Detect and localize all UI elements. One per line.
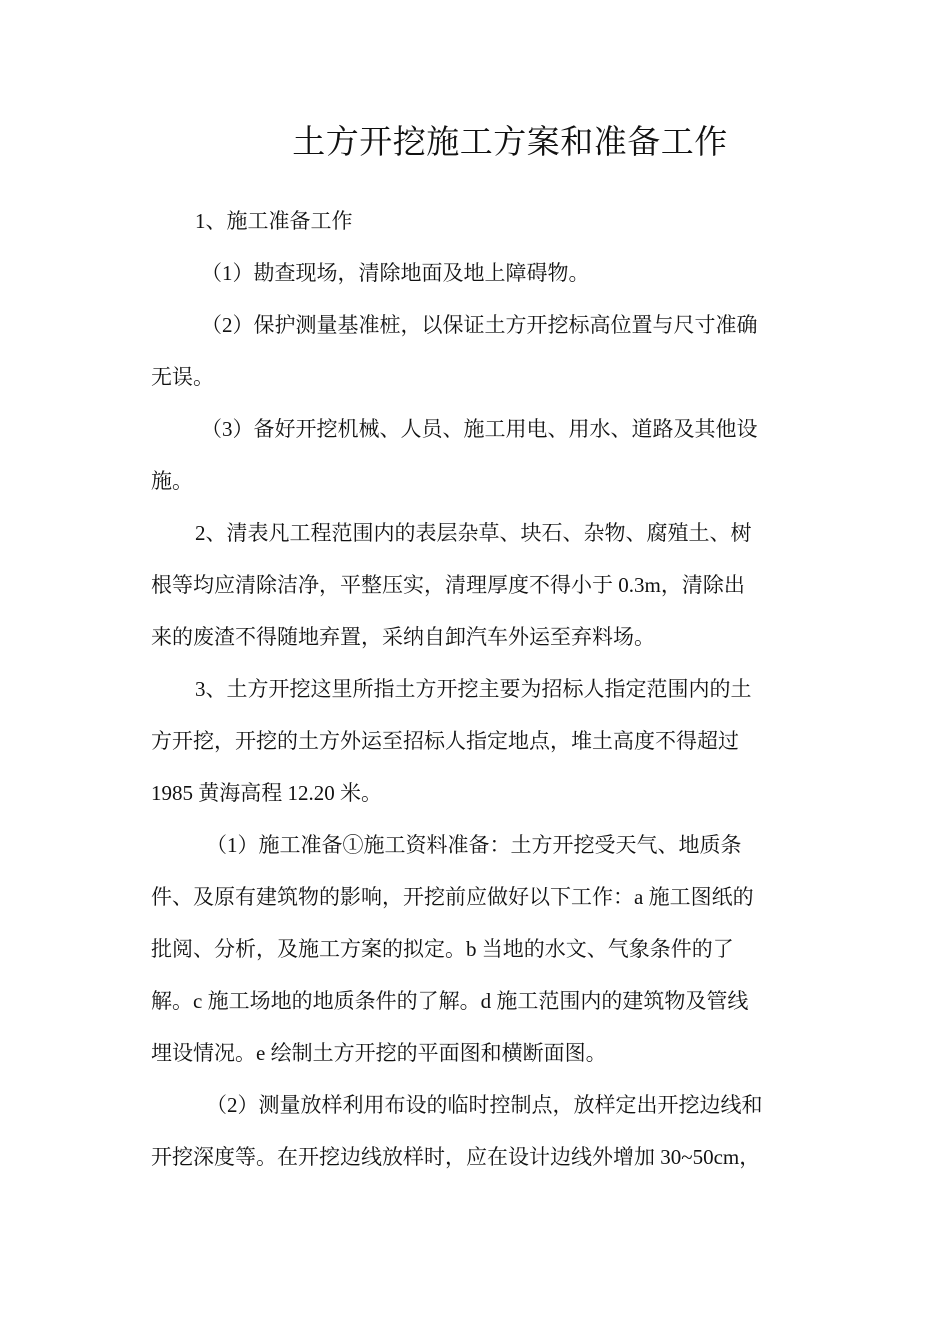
item-1-1 (151, 247, 791, 299)
text-line: 埋设情况。e 绘制土方开挖的平面图和横断面图。 (151, 1041, 607, 1065)
text-line: （1）勘查现场，清除地面及地上障碍物。 (201, 261, 590, 285)
text-line: 来的废渣不得随地弃置，采纳自卸汽车外运至弃料场。 (151, 625, 655, 649)
text-line: （2）测量放样利用布设的临时控制点，放样定出开挖边线和 (206, 1093, 763, 1117)
text-line: 开挖深度等。在开挖边线放样时，应在设计边线外增加 30~50cm， (151, 1145, 761, 1169)
item-3-1 (151, 819, 791, 1079)
section-2-paragraph (151, 507, 791, 663)
text-line: 1985 黄海高程 12.20 米。 (151, 781, 382, 805)
section-3-paragraph (151, 663, 791, 819)
text-line: 3、土方开挖这里所指土方开挖主要为招标人指定范围内的土 (195, 677, 752, 701)
text-line: 解。c 施工场地的地质条件的了解。d 施工范围内的建筑物及管线 (151, 989, 749, 1013)
item-1-2 (151, 299, 791, 403)
text-line: （2）保护测量基准桩，以保证土方开挖标高位置与尺寸准确 (201, 313, 758, 337)
text-line: 施。 (151, 469, 193, 493)
document-body (151, 195, 791, 1183)
text-line: 根等均应清除洁净，平整压实，清理厚度不得小于 0.3m，清除出 (151, 573, 745, 597)
text-line: 件、及原有建筑物的影响，开挖前应做好以下工作：a 施工图纸的 (151, 885, 754, 909)
text-line: 1、施工准备工作 (195, 209, 353, 233)
text-line: 无误。 (151, 365, 214, 389)
text-line: （3）备好开挖机械、人员、施工用电、用水、道路及其他设 (201, 417, 758, 441)
document-title: 土方开挖施工方案和准备工作 (292, 125, 728, 161)
section-1-heading (151, 195, 791, 247)
item-1-3 (151, 403, 791, 507)
item-3-2 (151, 1079, 791, 1183)
text-line: （1）施工准备①施工资料准备：土方开挖受天气、地质条 (206, 833, 742, 857)
text-line: 方开挖，开挖的土方外运至招标人指定地点，堆土高度不得超过 (151, 729, 739, 753)
text-line: 2、清表凡工程范围内的表层杂草、块石、杂物、腐殖土、树 (195, 521, 752, 545)
text-line: 批阅、分析，及施工方案的拟定。b 当地的水文、气象条件的了 (151, 937, 734, 961)
